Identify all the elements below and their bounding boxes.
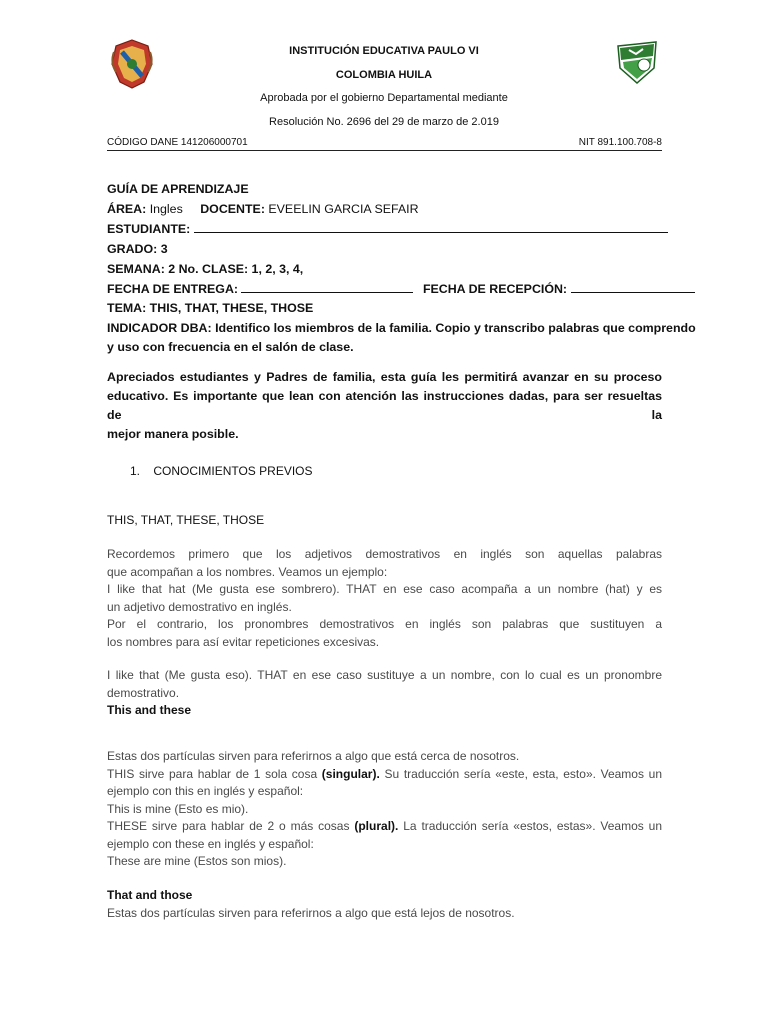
text-span: La traducción sería «estos, estas». Veamos un (398, 819, 662, 833)
text-span-bold: (plural). (354, 819, 399, 833)
text-line: un adjetivo demostrativo en inglés. (107, 599, 292, 614)
text-line: que acompañan a los nombres. Veamos un ejemplo: (107, 564, 388, 579)
this-these-paragraph (107, 748, 662, 871)
dane-nit-row (107, 136, 662, 151)
that-those-heading: That and those (107, 888, 193, 902)
docente-label: DOCENTE: (200, 202, 265, 216)
section-number: 1. (130, 464, 141, 478)
nit-code: NIT 891.100.708-8 (578, 137, 662, 148)
area-label: ÁREA: (107, 202, 147, 216)
estudiante-field[interactable] (194, 222, 668, 233)
text-line: demostrativo. (107, 685, 180, 700)
indicador-line-1: INDICADOR DBA: Identifico los miembros de la familia. Copio y transcribo palabras que comprendo (107, 321, 696, 335)
fechas-line (107, 282, 695, 296)
text-line: ejemplo con this en inglés y español: (107, 784, 304, 798)
semana-line: SEMANA: 2 No. CLASE: 1, 2, 3, 4, (107, 262, 304, 276)
text-line (107, 818, 662, 836)
text-line (107, 766, 662, 784)
area-docente-line (107, 202, 419, 216)
approval-text: Aprobada por el gobierno Departamental mediante (260, 92, 508, 104)
text-line: los nombres para así evitar repeticiones excesivas. (107, 634, 380, 649)
dane-code: CÓDIGO DANE 141206000701 (107, 137, 248, 148)
intro-line: Apreciados estudiantes y Padres de familia, esta guía les permitirá avanzar en su proceso (107, 370, 662, 384)
estudiante-label: ESTUDIANTE: (107, 222, 191, 236)
text-line: These are mine (Estos son mios). (107, 854, 287, 868)
intro-line: educativo. Es importante que lean con atención las instrucciones dadas, para ser resueltas de la (107, 389, 662, 422)
text-line: ejemplo con these en inglés y español: (107, 836, 314, 851)
fecha-entrega-field[interactable] (241, 282, 413, 293)
section-title: CONOCIMIENTOS PREVIOS (153, 464, 313, 478)
institution-name: INSTITUCIÓN EDUCATIVA PAULO VI (289, 45, 479, 57)
this-these-heading: This and these (107, 703, 192, 717)
text-line: Recordemos primero que los adjetivos demostrativos en inglés son aquellas palabras (107, 547, 662, 561)
fecha-recepcion-label: FECHA DE RECEPCIÓN: (422, 282, 568, 296)
tema-line: TEMA: THIS, THAT, THESE, THOSE (107, 301, 314, 315)
text-line: Estas dos partículas sirven para referirnos a algo que está cerca de nosotros. (107, 749, 520, 763)
docente-value: EVEELIN GARCIA SEFAIR (268, 202, 419, 216)
indicador-line-2: y uso con frecuencia en el salón de clase. (107, 340, 354, 354)
resolution-text: Resolución No. 2696 del 29 de marzo de 2.019 (269, 116, 499, 128)
text-line: This is mine (Esto es mio). (107, 801, 249, 816)
text-line: I like that hat (Me gusta ese sombrero). THAT en ese caso acompaña a un nombre (hat) y es (107, 582, 662, 596)
topic-title: THIS, THAT, THESE, THOSE (107, 513, 265, 527)
that-those-paragraph (107, 905, 662, 923)
fecha-recepcion-field[interactable] (571, 282, 695, 293)
text-line: Estas dos partículas sirven para referirnos a algo que está lejos de nosotros. (107, 906, 515, 920)
guide-title: GUÍA DE APRENDIZAJE (107, 182, 249, 196)
area-value: Ingles (149, 202, 183, 216)
text-span: Su traducción sería «este, esta, esto». Veamos un (379, 766, 662, 781)
pronoun-example-paragraph (107, 667, 662, 702)
demonstratives-paragraph (107, 546, 662, 651)
section-heading (130, 464, 313, 478)
intro-paragraph (107, 368, 662, 444)
intro-line: mejor manera posible. (107, 427, 239, 441)
fecha-entrega-label: FECHA DE ENTREGA: (107, 282, 239, 296)
text-span: THIS sirve para hablar de 1 sola cosa (107, 766, 322, 781)
text-line: Por el contrario, los pronombres demostrativos en inglés son palabras que sustituyen a (107, 617, 662, 631)
estudiante-line (107, 222, 668, 236)
text-line: I like that (Me gusta eso). THAT en ese caso sustituye a un nombre, con lo cual es un pronombre (107, 668, 662, 682)
text-span: THESE sirve para hablar de 2 o más cosas (107, 819, 355, 833)
institution-location: COLOMBIA HUILA (335, 69, 433, 81)
text-span-bold: (singular). (321, 766, 380, 781)
grado-line: GRADO: 3 (107, 242, 168, 256)
